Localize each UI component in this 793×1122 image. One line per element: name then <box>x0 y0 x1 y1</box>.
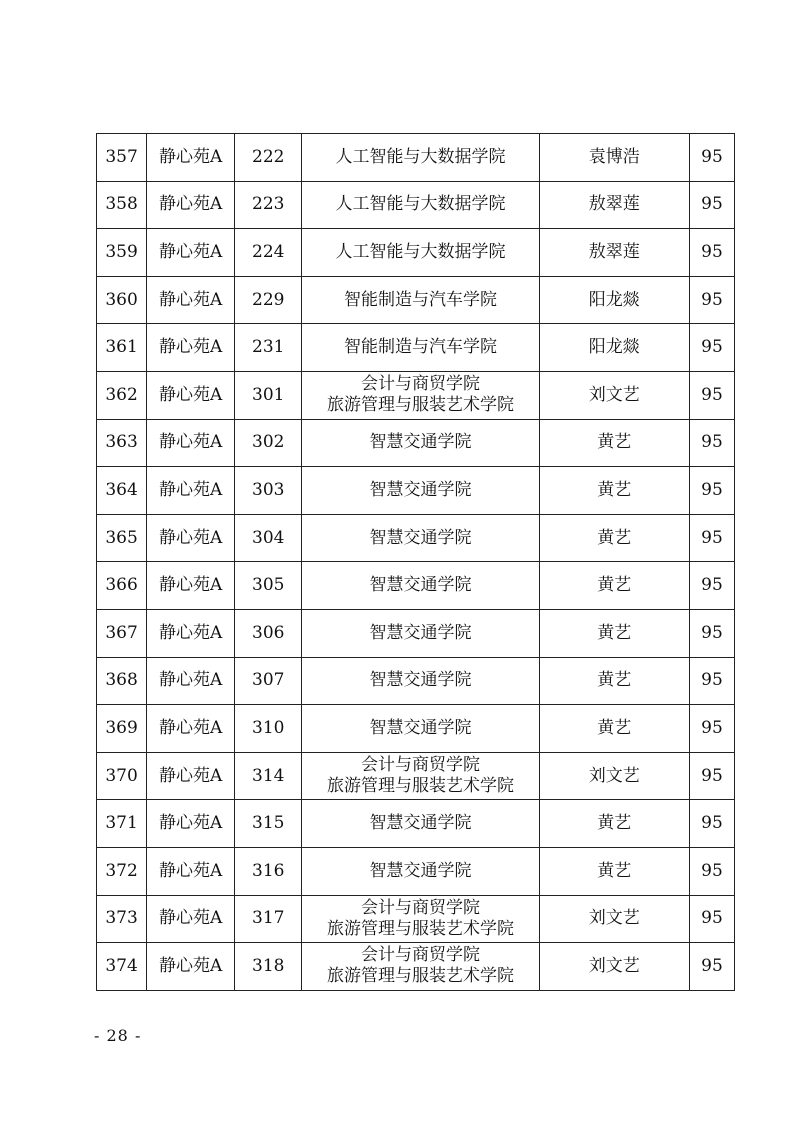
building-cell: 静心苑A <box>147 229 235 277</box>
building-cell: 静心苑A <box>147 134 235 182</box>
table-row <box>97 134 735 182</box>
college-name: 会计与商贸学院 <box>360 755 480 776</box>
score-cell: 95 <box>689 324 734 372</box>
table-row <box>97 847 735 895</box>
responsible-person-cell: 黄艺 <box>539 800 689 848</box>
responsible-person-cell: 黄艺 <box>539 562 689 610</box>
row-number-cell: 358 <box>97 181 147 229</box>
college-cell <box>302 800 539 848</box>
college-name: 智慧交通学院 <box>369 813 472 834</box>
college-cell <box>302 229 539 277</box>
score-cell: 95 <box>689 657 734 705</box>
row-number-cell: 363 <box>97 419 147 467</box>
room-number-cell: 301 <box>235 371 302 419</box>
table-row <box>97 657 735 705</box>
row-number-cell: 374 <box>97 943 147 991</box>
room-number-cell: 310 <box>235 705 302 753</box>
college-name: 智能制造与汽车学院 <box>343 337 497 358</box>
college-name: 会计与商贸学院 <box>360 945 480 966</box>
college-cell <box>302 847 539 895</box>
college-name: 会计与商贸学院 <box>360 374 480 395</box>
table-row <box>97 229 735 277</box>
page-number: - 28 - <box>94 1026 142 1045</box>
college-name: 旅游管理与服装艺术学院 <box>326 395 514 416</box>
building-cell: 静心苑A <box>147 324 235 372</box>
score-cell: 95 <box>689 514 734 562</box>
room-number-cell: 224 <box>235 229 302 277</box>
college-name: 旅游管理与服装艺术学院 <box>326 918 514 939</box>
college-name: 智慧交通学院 <box>369 479 472 500</box>
table-row <box>97 324 735 372</box>
building-cell: 静心苑A <box>147 657 235 705</box>
score-cell: 95 <box>689 276 734 324</box>
score-cell: 95 <box>689 609 734 657</box>
row-number-cell: 362 <box>97 371 147 419</box>
score-cell: 95 <box>689 943 734 991</box>
score-cell: 95 <box>689 752 734 800</box>
room-number-cell: 314 <box>235 752 302 800</box>
row-number-cell: 369 <box>97 705 147 753</box>
row-number-cell: 361 <box>97 324 147 372</box>
responsible-person-cell: 黄艺 <box>539 705 689 753</box>
row-number-cell: 368 <box>97 657 147 705</box>
score-cell: 95 <box>689 181 734 229</box>
college-name: 人工智能与大数据学院 <box>335 194 506 215</box>
building-cell: 静心苑A <box>147 705 235 753</box>
table-row <box>97 276 735 324</box>
college-name: 智能制造与汽车学院 <box>343 289 497 310</box>
score-cell: 95 <box>689 371 734 419</box>
row-number-cell: 357 <box>97 134 147 182</box>
table-row <box>97 562 735 610</box>
room-number-cell: 305 <box>235 562 302 610</box>
responsible-person-cell: 阳龙燚 <box>539 276 689 324</box>
room-number-cell: 306 <box>235 609 302 657</box>
college-name: 智慧交通学院 <box>369 527 472 548</box>
college-cell <box>302 895 539 943</box>
row-number-cell: 366 <box>97 562 147 610</box>
college-name: 旅游管理与服装艺术学院 <box>326 966 514 987</box>
building-cell: 静心苑A <box>147 514 235 562</box>
score-cell: 95 <box>689 895 734 943</box>
building-cell: 静心苑A <box>147 371 235 419</box>
college-cell <box>302 181 539 229</box>
score-cell: 95 <box>689 229 734 277</box>
table-body <box>97 134 735 991</box>
room-number-cell: 307 <box>235 657 302 705</box>
college-name: 智慧交通学院 <box>369 860 472 881</box>
college-cell <box>302 276 539 324</box>
building-cell: 静心苑A <box>147 562 235 610</box>
row-number-cell: 372 <box>97 847 147 895</box>
responsible-person-cell: 刘文艺 <box>539 895 689 943</box>
college-cell <box>302 134 539 182</box>
row-number-cell: 373 <box>97 895 147 943</box>
responsible-person-cell: 黄艺 <box>539 657 689 705</box>
college-name: 智慧交通学院 <box>369 575 472 596</box>
college-cell <box>302 562 539 610</box>
score-cell: 95 <box>689 705 734 753</box>
college-name: 智慧交通学院 <box>369 432 472 453</box>
responsible-person-cell: 刘文艺 <box>539 943 689 991</box>
room-number-cell: 222 <box>235 134 302 182</box>
table-row <box>97 371 735 419</box>
college-name: 人工智能与大数据学院 <box>335 241 506 262</box>
college-cell <box>302 371 539 419</box>
score-cell: 95 <box>689 419 734 467</box>
building-cell: 静心苑A <box>147 895 235 943</box>
table-row <box>97 895 735 943</box>
building-cell: 静心苑A <box>147 276 235 324</box>
row-number-cell: 359 <box>97 229 147 277</box>
table-row <box>97 467 735 515</box>
building-cell: 静心苑A <box>147 752 235 800</box>
college-name: 智慧交通学院 <box>369 622 472 643</box>
responsible-person-cell: 敖翠莲 <box>539 181 689 229</box>
building-cell: 静心苑A <box>147 181 235 229</box>
responsible-person-cell: 黄艺 <box>539 419 689 467</box>
building-cell: 静心苑A <box>147 419 235 467</box>
table-row <box>97 181 735 229</box>
college-name: 旅游管理与服装艺术学院 <box>326 776 514 797</box>
college-name: 智慧交通学院 <box>369 670 472 691</box>
college-cell <box>302 324 539 372</box>
room-number-cell: 316 <box>235 847 302 895</box>
building-cell: 静心苑A <box>147 800 235 848</box>
responsible-person-cell: 黄艺 <box>539 847 689 895</box>
college-cell <box>302 657 539 705</box>
row-number-cell: 365 <box>97 514 147 562</box>
responsible-person-cell: 黄艺 <box>539 514 689 562</box>
college-cell <box>302 419 539 467</box>
responsible-person-cell: 刘文艺 <box>539 752 689 800</box>
room-number-cell: 318 <box>235 943 302 991</box>
college-name: 人工智能与大数据学院 <box>335 146 506 167</box>
building-cell: 静心苑A <box>147 847 235 895</box>
table-row <box>97 752 735 800</box>
college-cell <box>302 467 539 515</box>
room-number-cell: 229 <box>235 276 302 324</box>
building-cell: 静心苑A <box>147 467 235 515</box>
room-number-cell: 317 <box>235 895 302 943</box>
table-row <box>97 943 735 991</box>
college-cell <box>302 514 539 562</box>
score-cell: 95 <box>689 847 734 895</box>
table-row <box>97 705 735 753</box>
responsible-person-cell: 刘文艺 <box>539 371 689 419</box>
responsible-person-cell: 敖翠莲 <box>539 229 689 277</box>
responsible-person-cell: 黄艺 <box>539 609 689 657</box>
table-row <box>97 609 735 657</box>
room-number-cell: 304 <box>235 514 302 562</box>
row-number-cell: 360 <box>97 276 147 324</box>
score-cell: 95 <box>689 467 734 515</box>
room-number-cell: 302 <box>235 419 302 467</box>
building-cell: 静心苑A <box>147 943 235 991</box>
college-cell <box>302 609 539 657</box>
dormitory-score-table <box>96 133 735 991</box>
room-number-cell: 223 <box>235 181 302 229</box>
building-cell: 静心苑A <box>147 609 235 657</box>
score-cell: 95 <box>689 134 734 182</box>
room-number-cell: 231 <box>235 324 302 372</box>
college-name: 智慧交通学院 <box>369 717 472 738</box>
room-number-cell: 315 <box>235 800 302 848</box>
college-cell <box>302 705 539 753</box>
room-number-cell: 303 <box>235 467 302 515</box>
row-number-cell: 370 <box>97 752 147 800</box>
table-row <box>97 800 735 848</box>
row-number-cell: 364 <box>97 467 147 515</box>
table-row <box>97 514 735 562</box>
responsible-person-cell: 黄艺 <box>539 467 689 515</box>
row-number-cell: 367 <box>97 609 147 657</box>
responsible-person-cell: 袁博浩 <box>539 134 689 182</box>
college-cell <box>302 752 539 800</box>
table-row <box>97 419 735 467</box>
score-cell: 95 <box>689 800 734 848</box>
college-name: 会计与商贸学院 <box>360 897 480 918</box>
row-number-cell: 371 <box>97 800 147 848</box>
score-cell: 95 <box>689 562 734 610</box>
college-cell <box>302 943 539 991</box>
responsible-person-cell: 阳龙燚 <box>539 324 689 372</box>
